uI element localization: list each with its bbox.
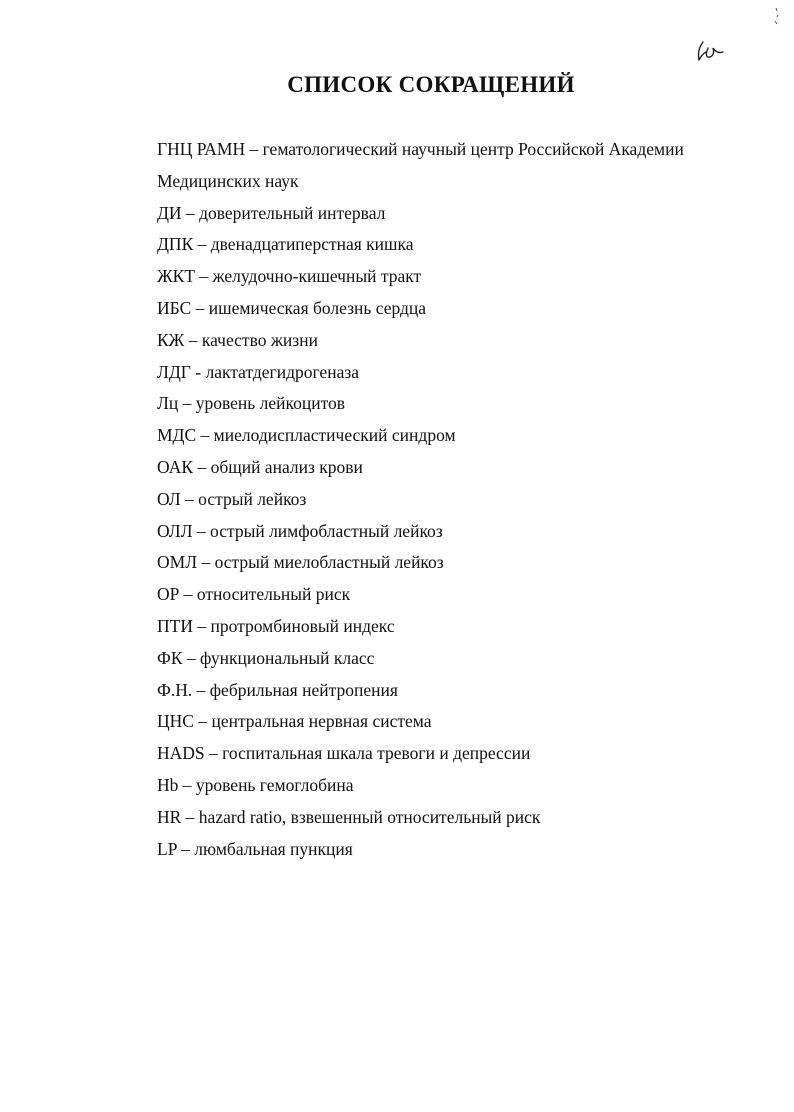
abbreviation-line: ПТИ – протромбиновый индекс — [157, 615, 395, 636]
scan-corner-marks — [772, 6, 782, 26]
abbreviation-line: ОР – относительный риск — [157, 584, 351, 605]
abbreviation-line: Лц – уровень лейкоцитов — [157, 393, 346, 414]
abbreviation-line: ОЛ – острый лейкоз — [157, 488, 307, 509]
page-title: СПИСОК СОКРАЩЕНИЙ — [287, 72, 575, 97]
abbreviation-line: ЖКТ – желудочно-кишечный тракт — [157, 266, 422, 287]
abbreviation-line: Hb – уровень гемоглобина — [157, 774, 354, 795]
abbreviation-line: ОАК – общий анализ крови — [157, 456, 363, 477]
abbreviation-line: ЦНС – центральная нервная система — [157, 711, 432, 732]
abbreviation-list — [157, 134, 757, 865]
handwritten-page-number — [693, 36, 733, 66]
abbreviation-line: ДПК – двенадцатиперстная кишка — [157, 234, 414, 255]
abbreviation-line: ФК – функциональный класс — [157, 647, 375, 668]
abbreviation-line: Ф.Н. – фебрильная нейтропения — [157, 679, 398, 700]
abbreviation-line: Медицинских наук — [157, 170, 299, 191]
abbreviation-line: HR – hazard ratio, взвешенный относительный риск — [157, 806, 541, 827]
abbreviation-line: МДС – миелодиспластический синдром — [157, 425, 456, 446]
abbreviation-line: ОМЛ – острый миелобластный лейкоз — [157, 552, 444, 573]
abbreviation-line: ДИ – доверительный интервал — [157, 202, 386, 223]
abbreviation-line: ЛДГ - лактатдегидрогеназа — [157, 361, 360, 382]
abbreviation-line: ИБС – ишемическая болезнь сердца — [157, 297, 427, 318]
abbreviation-line: ГНЦ РАМН – гематологический научный центр Российской Академии — [157, 139, 684, 159]
abbreviation-line: ОЛЛ – острый лимфобластный лейкоз — [157, 520, 443, 541]
abbreviation-line: КЖ – качество жизни — [157, 329, 318, 350]
abbreviation-line: LP – люмбальная пункция — [157, 838, 353, 859]
abbreviation-line: HADS – госпитальная шкала тревоги и депрессии — [157, 743, 531, 764]
